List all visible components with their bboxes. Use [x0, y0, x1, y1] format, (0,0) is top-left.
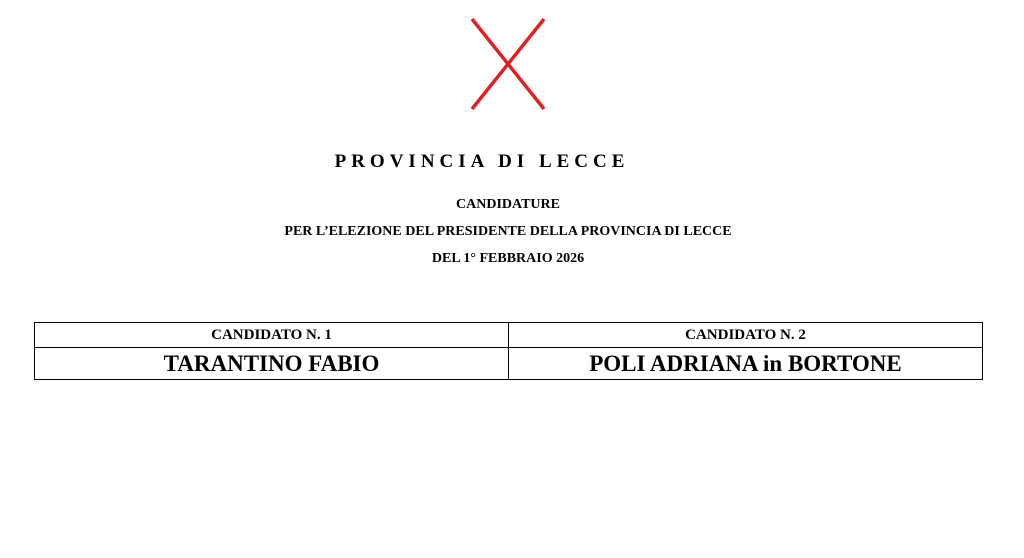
election-date: DEL 1° FEBBRAIO 2026 [431, 251, 585, 266]
red-x-icon [468, 17, 548, 111]
candidate-1-label: CANDIDATO N. 1 [35, 323, 509, 348]
document-heading: CANDIDATURE [456, 197, 560, 212]
candidate-label-row [35, 323, 983, 348]
province-title: PROVINCIA DI LECCE [334, 151, 630, 172]
candidates-table [34, 322, 983, 380]
candidate-2-label: CANDIDATO N. 2 [509, 323, 983, 348]
candidate-name-row [35, 348, 983, 380]
candidate-2-name: POLI ADRIANA in BORTONE [509, 348, 983, 380]
candidate-1-name: TARANTINO FABIO [35, 348, 509, 380]
election-description: PER L’ELEZIONE DEL PRESIDENTE DELLA PROVINCIA DI LECCE [284, 224, 732, 239]
